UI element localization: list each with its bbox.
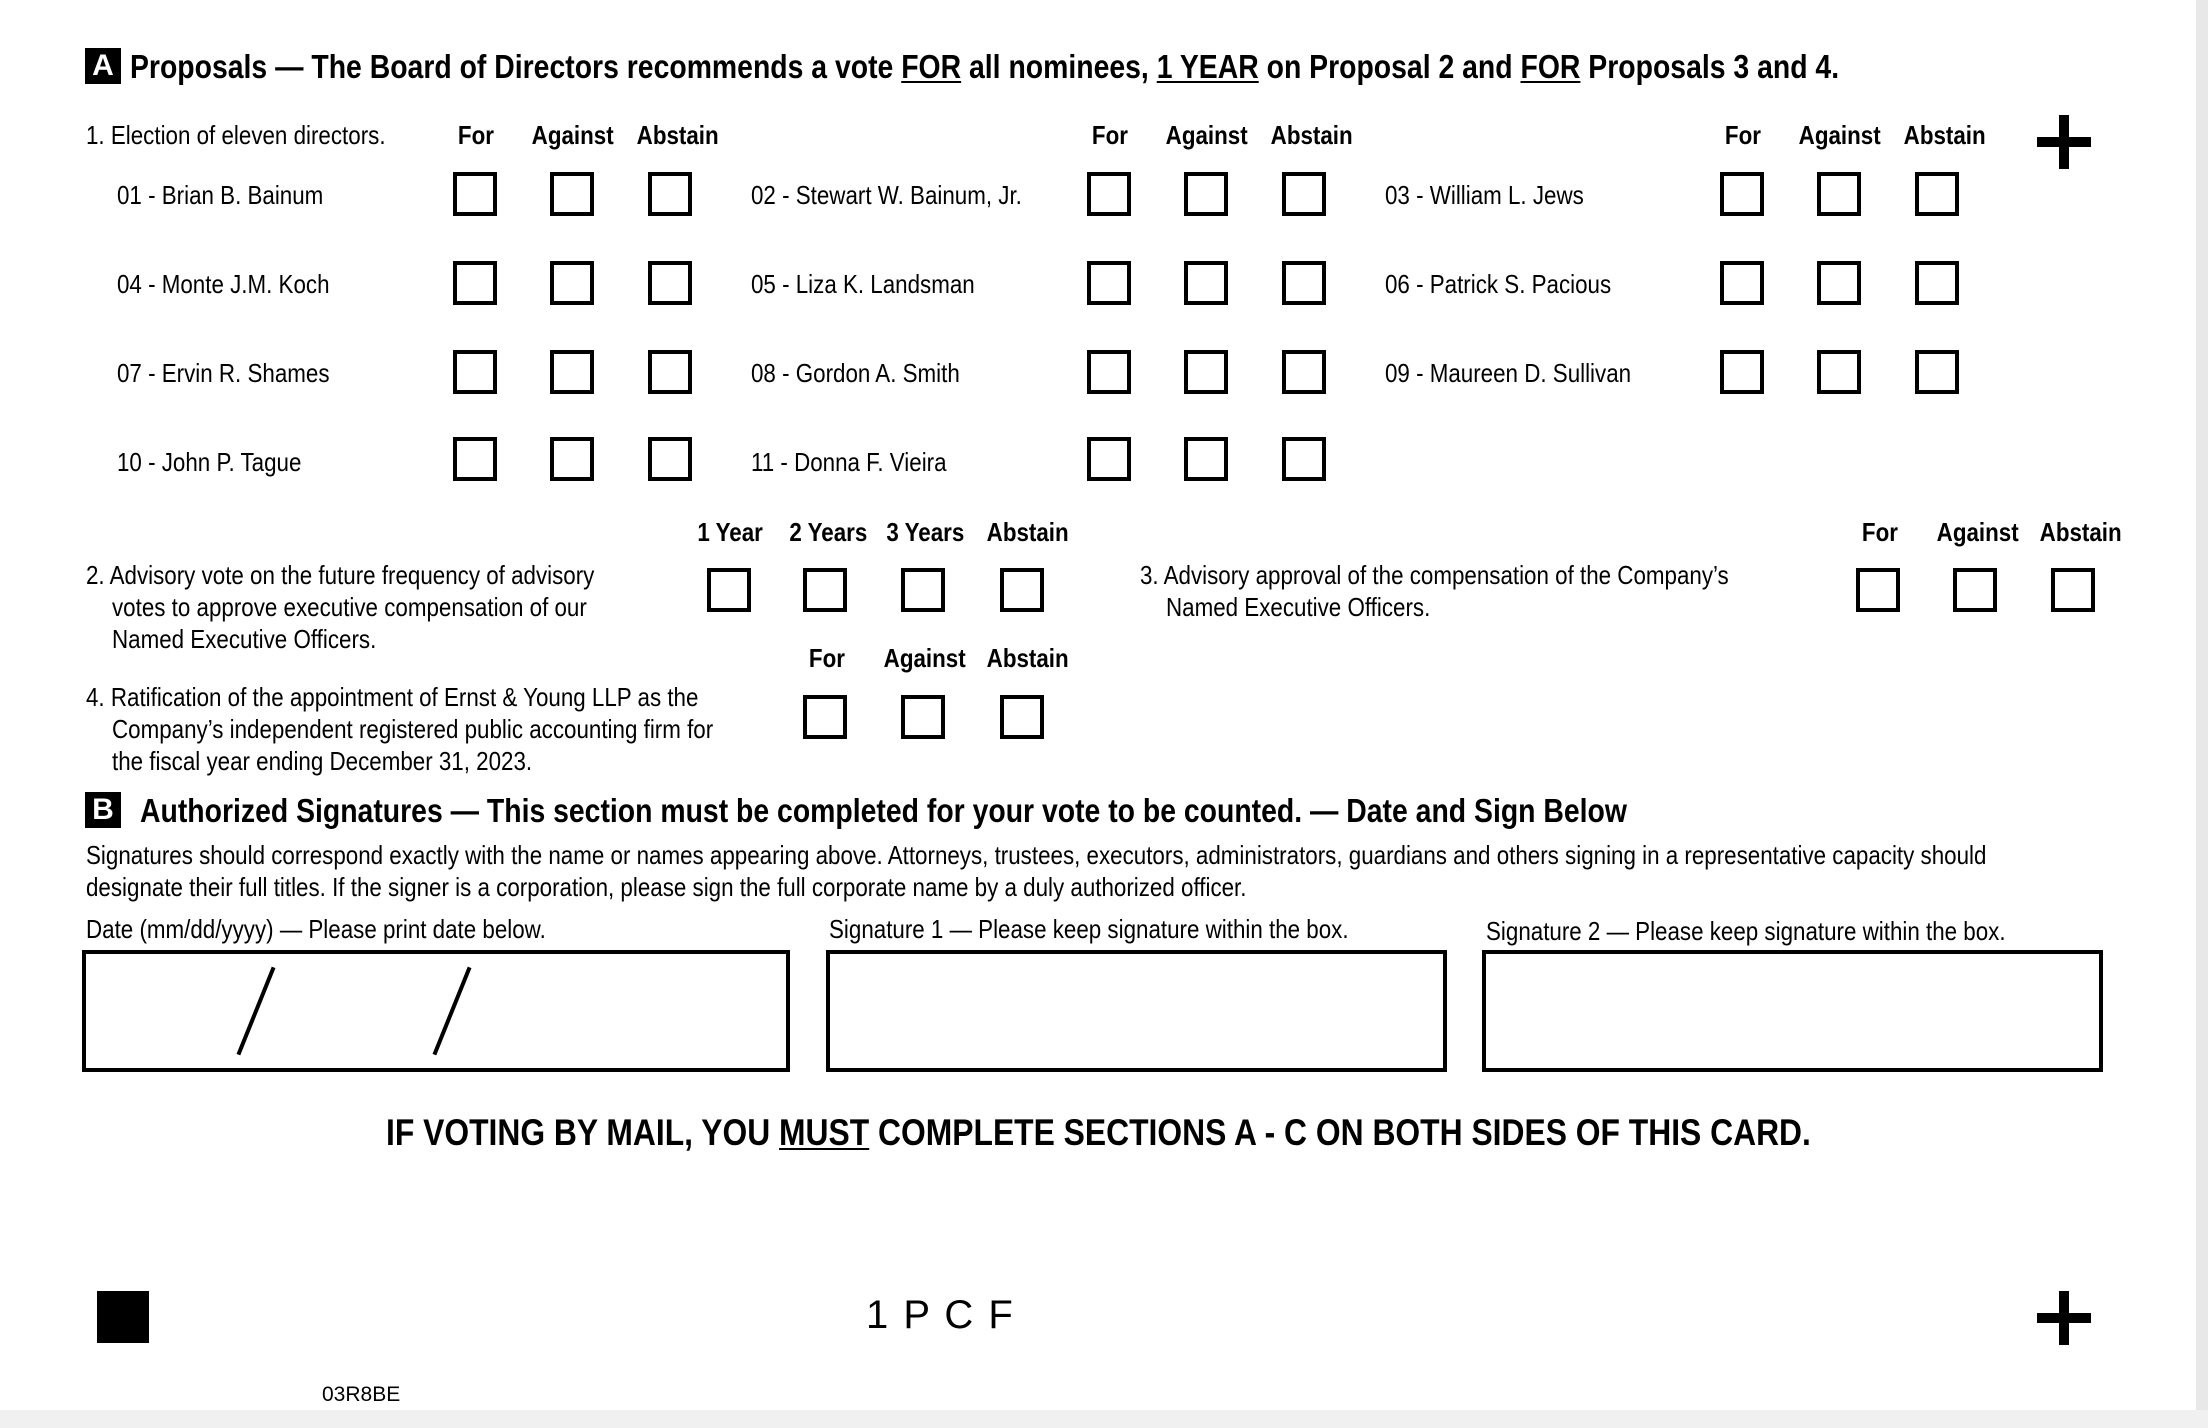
p1-header-abstain: Abstain [1271, 120, 1353, 150]
proposal-4-label-line: the fiscal year ending December 31, 2023. [112, 746, 533, 776]
section-b-instructions: designate their full titles. If the signer is a corporation, please sign the full corporate name by a duly authorized officer. [86, 872, 1247, 902]
nominee-01-for-checkbox[interactable] [453, 172, 497, 216]
nominee-label: 08 - Gordon A. Smith [751, 358, 960, 388]
nominee-03-abstain-checkbox[interactable] [1915, 172, 1959, 216]
signature-1-box[interactable] [826, 950, 1447, 1072]
nominee-label: 07 - Ervin R. Shames [117, 358, 330, 388]
proposal-2-label-line: votes to approve executive compensation of our [112, 592, 587, 622]
proposal-3-abstain-checkbox[interactable] [2051, 568, 2095, 612]
p4-header-against: Against [884, 643, 966, 673]
section-a-title: Proposals — The Board of Directors recommends a vote FOR all nominees, 1 YEAR on Proposal 2 and FOR Proposals 3 and 4. [130, 48, 1840, 85]
proposal-4-abstain-checkbox[interactable] [1000, 695, 1044, 739]
date-label: Date (mm/dd/yyyy) — Please print date below. [86, 914, 546, 944]
nominee-02-for-checkbox[interactable] [1087, 172, 1131, 216]
p1-header-against: Against [1166, 120, 1248, 150]
nominee-03-for-checkbox[interactable] [1720, 172, 1764, 216]
nominee-label: 10 - John P. Tague [117, 447, 302, 477]
nominee-label: 06 - Patrick S. Pacious [1385, 269, 1612, 299]
proposal-2-label-line: 2. Advisory vote on the future frequency of advisory [86, 560, 595, 590]
nominee-08-abstain-checkbox[interactable] [1282, 350, 1326, 394]
p4-header-for: For [808, 643, 846, 673]
scan-edge [2196, 0, 2208, 1428]
signature-2-box[interactable] [1482, 950, 2103, 1072]
p2-header-abstain: Abstain [987, 517, 1069, 547]
proposal-4-label-line: Company’s independent registered public accounting firm for [112, 714, 714, 744]
nominee-11-against-checkbox[interactable] [1184, 437, 1228, 481]
nominee-06-against-checkbox[interactable] [1817, 261, 1861, 305]
nominee-08-against-checkbox[interactable] [1184, 350, 1228, 394]
nominee-04-against-checkbox[interactable] [550, 261, 594, 305]
signature-2-label: Signature 2 — Please keep signature within the box. [1486, 916, 2006, 946]
p2-header-3-years: 3 Years [886, 517, 964, 547]
p1-header-for: For [457, 120, 495, 150]
registration-plus-icon [2037, 115, 2091, 169]
proposal-2-label-line: Named Executive Officers. [112, 624, 377, 654]
nominee-01-abstain-checkbox[interactable] [648, 172, 692, 216]
section-a-badge: A [85, 48, 121, 84]
section-b-instructions: Signatures should correspond exactly with the name or names appearing above. Attorneys, trustees, executors, administrators, guardians and others signing in a representative capacity should [86, 840, 1987, 870]
nominee-03-against-checkbox[interactable] [1817, 172, 1861, 216]
nominee-04-for-checkbox[interactable] [453, 261, 497, 305]
p3-header-against: Against [1937, 517, 2019, 547]
section-b-badge: B [85, 792, 121, 828]
proposal-4-against-checkbox[interactable] [901, 695, 945, 739]
registration-plus-icon [2037, 1291, 2091, 1345]
proposal-4-for-checkbox[interactable] [803, 695, 847, 739]
mail-voting-notice: IF VOTING BY MAIL, YOU MUST COMPLETE SECTIONS A - C ON BOTH SIDES OF THIS CARD. [385, 1112, 1811, 1153]
p3-header-for: For [1861, 517, 1899, 547]
nominee-06-abstain-checkbox[interactable] [1915, 261, 1959, 305]
nominee-08-for-checkbox[interactable] [1087, 350, 1131, 394]
registration-square-icon [97, 1291, 149, 1343]
p1-header-abstain: Abstain [1904, 120, 1986, 150]
p2-header-1-year: 1 Year [697, 517, 763, 547]
nominee-label: 03 - William L. Jews [1385, 180, 1584, 210]
p1-header-against: Against [532, 120, 614, 150]
date-separator-slash [433, 967, 472, 1056]
nominee-label: 04 - Monte J.M. Koch [117, 269, 330, 299]
section-b-title: Authorized Signatures — This section must be completed for your vote to be counted. — Date and Sign Below [140, 792, 1627, 829]
proposal-2-3-years-checkbox[interactable] [901, 568, 945, 612]
proposal-2-abstain-checkbox[interactable] [1000, 568, 1044, 612]
small-form-code: 03R8BE [322, 1383, 401, 1406]
p1-header-against: Against [1799, 120, 1881, 150]
nominee-05-against-checkbox[interactable] [1184, 261, 1228, 305]
date-input-box[interactable] [82, 950, 790, 1072]
p4-header-abstain: Abstain [987, 643, 1069, 673]
nominee-09-against-checkbox[interactable] [1817, 350, 1861, 394]
nominee-02-against-checkbox[interactable] [1184, 172, 1228, 216]
nominee-07-for-checkbox[interactable] [453, 350, 497, 394]
nominee-label: 02 - Stewart W. Bainum, Jr. [751, 180, 1022, 210]
nominee-11-for-checkbox[interactable] [1087, 437, 1131, 481]
nominee-label: 11 - Donna F. Vieira [751, 447, 947, 477]
nominee-label: 05 - Liza K. Landsman [751, 269, 975, 299]
nominee-04-abstain-checkbox[interactable] [648, 261, 692, 305]
scan-bottom-edge [0, 1410, 2208, 1428]
p2-header-2-years: 2 Years [789, 517, 867, 547]
nominee-09-for-checkbox[interactable] [1720, 350, 1764, 394]
nominee-11-abstain-checkbox[interactable] [1282, 437, 1326, 481]
date-separator-slash [237, 967, 276, 1056]
proposal-4-label-line: 4. Ratification of the appointment of Ernst & Young LLP as the [86, 682, 699, 712]
signature-1-label: Signature 1 — Please keep signature within the box. [829, 914, 1349, 944]
proposal-1-label: 1. Election of eleven directors. [86, 120, 386, 150]
nominee-10-for-checkbox[interactable] [453, 437, 497, 481]
p1-header-abstain: Abstain [637, 120, 719, 150]
proposal-2-2-years-checkbox[interactable] [803, 568, 847, 612]
p3-header-abstain: Abstain [2040, 517, 2122, 547]
nominee-07-against-checkbox[interactable] [550, 350, 594, 394]
nominee-05-abstain-checkbox[interactable] [1282, 261, 1326, 305]
nominee-05-for-checkbox[interactable] [1087, 261, 1131, 305]
nominee-label: 09 - Maureen D. Sullivan [1385, 358, 1632, 388]
nominee-10-abstain-checkbox[interactable] [648, 437, 692, 481]
proposal-3-for-checkbox[interactable] [1856, 568, 1900, 612]
nominee-label: 01 - Brian B. Bainum [117, 180, 324, 210]
card-code: 1 P C F [866, 1293, 1015, 1337]
nominee-10-against-checkbox[interactable] [550, 437, 594, 481]
nominee-06-for-checkbox[interactable] [1720, 261, 1764, 305]
proposal-3-label-line: 3. Advisory approval of the compensation of the Company’s [1140, 560, 1729, 590]
proposal-3-label-line: Named Executive Officers. [1166, 592, 1431, 622]
p1-header-for: For [1724, 120, 1762, 150]
proposal-3-against-checkbox[interactable] [1953, 568, 1997, 612]
nominee-02-abstain-checkbox[interactable] [1282, 172, 1326, 216]
p1-header-for: For [1091, 120, 1129, 150]
nominee-07-abstain-checkbox[interactable] [648, 350, 692, 394]
nominee-01-against-checkbox[interactable] [550, 172, 594, 216]
nominee-09-abstain-checkbox[interactable] [1915, 350, 1959, 394]
proposal-2-1-year-checkbox[interactable] [707, 568, 751, 612]
